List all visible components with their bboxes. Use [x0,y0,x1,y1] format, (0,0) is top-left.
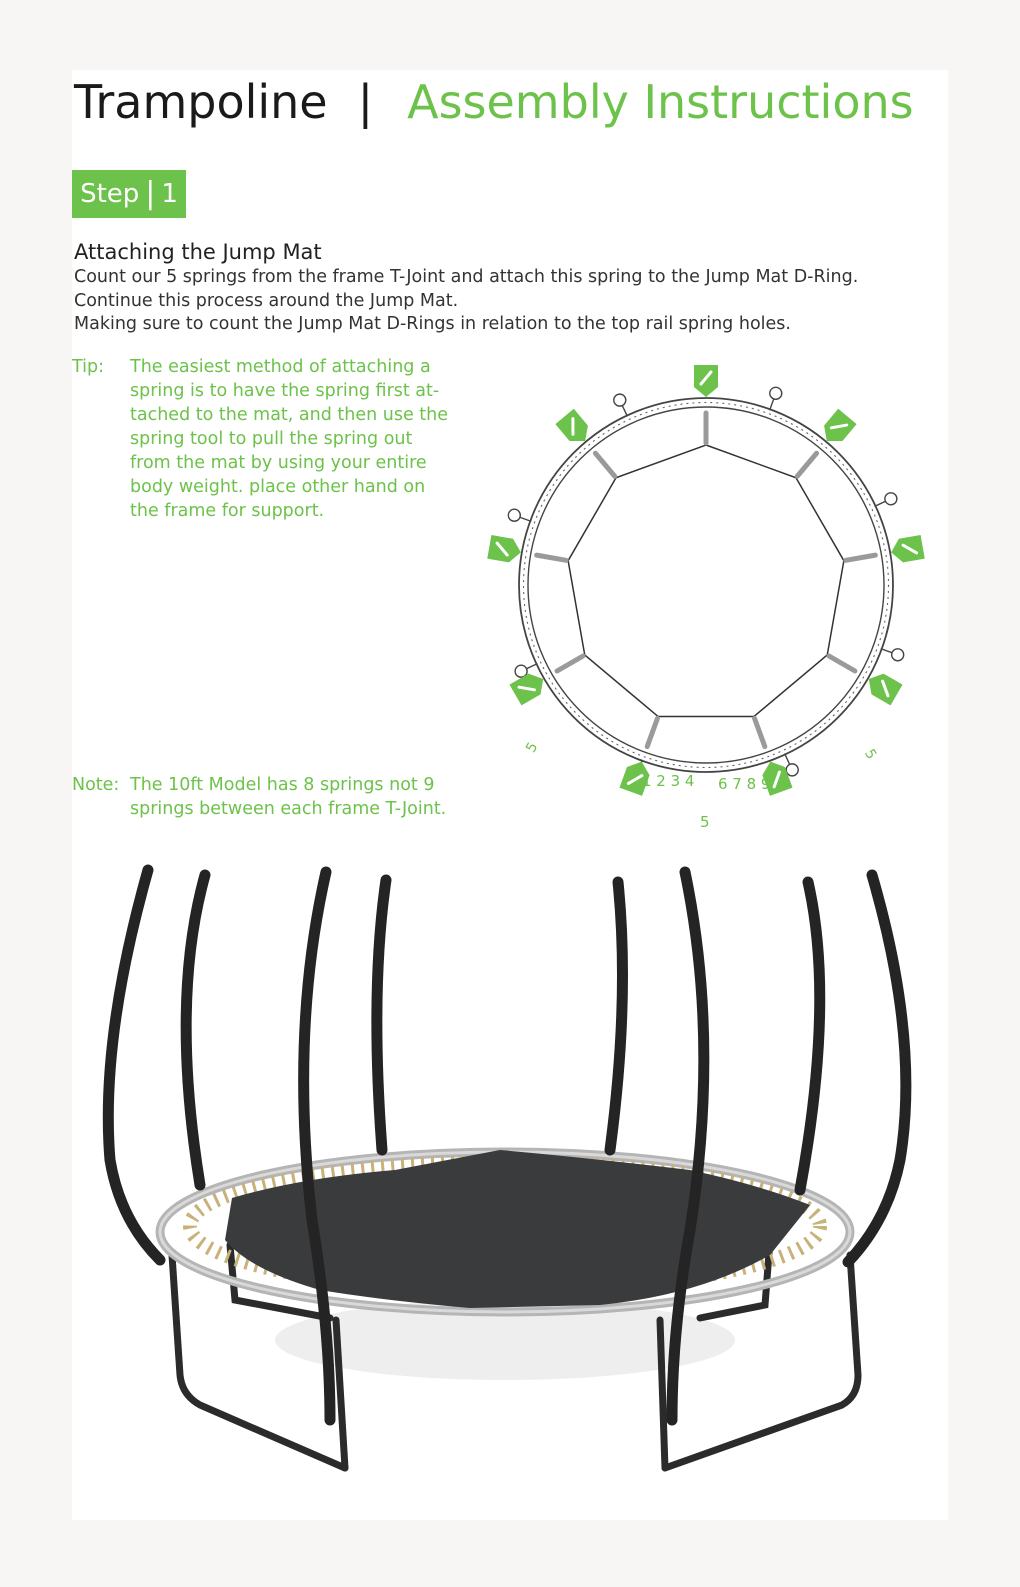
spring-tag-shape [555,409,594,449]
count-label-left: 1 2 3 4 [642,772,695,790]
frame-tjoint-cap [892,649,904,661]
frame-tjoint-cap [885,493,897,505]
spring-tag-icon [555,409,594,449]
tip-line: from the mat by using your entire [130,453,427,473]
frame-tjoint-cap [786,764,798,776]
diagram-marks [487,365,924,796]
note-text [130,773,446,821]
note-label: Note: [72,775,120,795]
tip-line: The easiest method of attaching a [130,357,431,377]
spring-mark [846,555,876,560]
spring-tag-icon [889,535,925,564]
spring-tag-shape [863,669,903,706]
tip-label: Tip: [72,357,105,377]
body-line: Count our 5 springs from the frame T-Joint and attach this spring to the Jump Mat D-Ring. [74,267,859,287]
tip-line: body weight. place other hand on [130,477,426,497]
section-heading: Attaching the Jump Mat [74,240,322,264]
step-divider: | [145,176,156,211]
frame-tjoint-cap [515,665,527,677]
frame-tjoint-cap [508,509,520,521]
frame-tjoint-cap [614,394,626,406]
page-title [74,72,914,132]
tip-line: tached to the mat, and then use the [130,405,449,425]
spring-tag-icon [818,409,857,449]
frame-tjoint-cap [770,387,782,399]
five-label-left: 5 [523,739,542,756]
diagram-count-labels [523,740,879,831]
spring-tag-icon [863,669,903,706]
title-product: Trampoline [74,75,328,129]
tip-line: the frame for support. [130,501,325,521]
spring-tag-icon [694,365,718,397]
body-line: Continue this process around the Jump Mat. [74,290,459,311]
spring-tag-shape [694,365,718,397]
tip-text [130,355,480,523]
jump-mat-outline [568,445,844,717]
spring-mark [829,656,855,671]
title-separator: | [357,75,374,129]
spring-mark [755,718,765,746]
spring-tag-shape [889,535,925,564]
five-label-bottom: 5 [700,813,710,831]
spring-tag-shape [818,409,857,449]
five-label-right: 5 [861,746,880,763]
spring-mark [595,453,614,476]
count-label-right: 6 7 8 9 [718,775,771,793]
title-section: Assembly Instructions [407,75,914,129]
note-line: The 10ft Model has 8 springs not 9 [130,775,435,795]
spring-tag-icon [487,535,523,564]
spring-mark [557,656,583,671]
spring-mark [647,718,657,746]
tip-line: spring is to have the spring first at- [130,381,440,401]
spring-diagram [470,350,950,840]
note-line: springs between each frame T-Joint. [130,799,447,819]
spring-mark [797,453,816,476]
spring-mark [537,555,567,560]
body-line: Making sure to count the Jump Mat D-Rings in relation to the top rail spring holes. [74,314,791,334]
spring-tag-shape [487,535,523,564]
step-number: 1 [161,179,178,209]
tip-line: spring tool to pull the spring out [130,429,413,449]
section-body [74,266,944,337]
step-label: Step [80,179,140,209]
step-badge [72,170,186,218]
trampoline-photo [72,840,948,1520]
